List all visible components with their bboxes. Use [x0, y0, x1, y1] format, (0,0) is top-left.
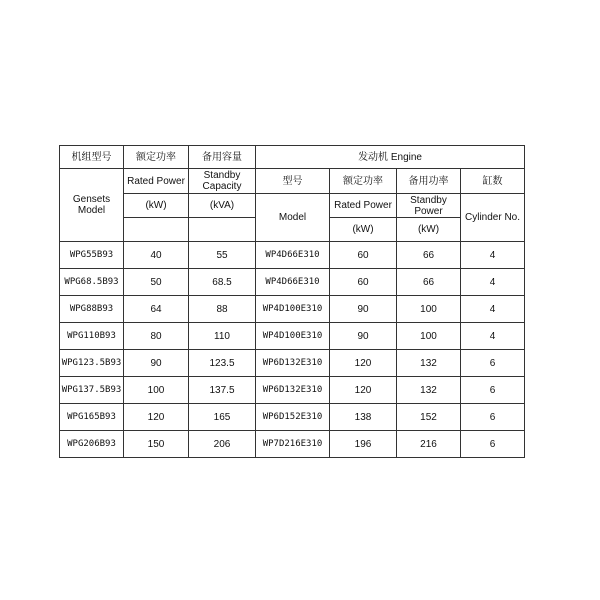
cell-engine-standby-power: 152 — [397, 404, 461, 431]
cell-genset-model: WPG137.5B93 — [60, 377, 124, 404]
cell-engine-standby-power: 216 — [397, 431, 461, 458]
cell-standby-capacity: 55 — [189, 242, 256, 269]
cell-engine-rated-power: 90 — [330, 323, 397, 350]
cell-genset-model: WPG110B93 — [60, 323, 124, 350]
cell-cylinder-no: 6 — [461, 377, 525, 404]
header-engine-standby-zh: 备用功率 — [397, 169, 461, 194]
header-standby-capacity: Standby Capacity — [189, 169, 256, 194]
table-row — [60, 269, 525, 296]
cell-standby-capacity: 123.5 — [189, 350, 256, 377]
cell-standby-capacity: 110 — [189, 323, 256, 350]
cell-cylinder-no: 4 — [461, 242, 525, 269]
table-row — [60, 431, 525, 458]
header-rated-power: Rated Power — [124, 169, 189, 194]
header-cylinder-no: Cylinder No. — [461, 194, 525, 242]
cell-rated-power: 50 — [124, 269, 189, 296]
cell-engine-model: WP4D100E310 — [256, 296, 330, 323]
cell-engine-standby-power: 100 — [397, 296, 461, 323]
cell-rated-power: 40 — [124, 242, 189, 269]
cell-engine-model: WP6D132E310 — [256, 377, 330, 404]
genset-spec-table — [59, 145, 525, 458]
cell-engine-model: WP4D100E310 — [256, 323, 330, 350]
header-empty-1 — [124, 218, 189, 242]
cell-rated-power: 80 — [124, 323, 189, 350]
table-row — [60, 296, 525, 323]
header-engine-title: 发动机 Engine — [256, 146, 525, 169]
cell-engine-model: WP7D216E310 — [256, 431, 330, 458]
cell-rated-power: 100 — [124, 377, 189, 404]
cell-cylinder-no: 6 — [461, 431, 525, 458]
cell-cylinder-no: 4 — [461, 323, 525, 350]
header-rated-zh: 额定功率 — [124, 146, 189, 169]
table-row — [60, 350, 525, 377]
header-engine-model: Model — [256, 194, 330, 242]
cell-cylinder-no: 4 — [461, 296, 525, 323]
cell-engine-standby-power: 66 — [397, 269, 461, 296]
cell-engine-rated-power: 120 — [330, 350, 397, 377]
header-cylinder-zh: 缸数 — [461, 169, 525, 194]
cell-standby-capacity: 206 — [189, 431, 256, 458]
cell-standby-capacity: 88 — [189, 296, 256, 323]
header-engine-model-zh: 型号 — [256, 169, 330, 194]
header-row-units — [60, 194, 525, 218]
header-engine-unit-kw: (kW) — [330, 218, 397, 242]
cell-engine-model: WP6D152E310 — [256, 404, 330, 431]
header-engine-unit-kw2: (kW) — [397, 218, 461, 242]
cell-engine-model: WP6D132E310 — [256, 350, 330, 377]
table-row — [60, 404, 525, 431]
cell-engine-rated-power: 60 — [330, 242, 397, 269]
cell-standby-capacity: 165 — [189, 404, 256, 431]
header-model-zh: 机组型号 — [60, 146, 124, 169]
cell-genset-model: WPG88B93 — [60, 296, 124, 323]
header-empty-2 — [189, 218, 256, 242]
cell-cylinder-no: 6 — [461, 350, 525, 377]
header-row-chinese — [60, 146, 525, 169]
header-unit-kw: (kW) — [124, 194, 189, 218]
cell-engine-rated-power: 120 — [330, 377, 397, 404]
header-gensets-model: Gensets Model — [60, 169, 124, 242]
cell-genset-model: WPG68.5B93 — [60, 269, 124, 296]
cell-engine-standby-power: 100 — [397, 323, 461, 350]
table-row — [60, 323, 525, 350]
cell-genset-model: WPG165B93 — [60, 404, 124, 431]
cell-engine-standby-power: 66 — [397, 242, 461, 269]
header-engine-rated-zh: 额定功率 — [330, 169, 397, 194]
cell-engine-model: WP4D66E310 — [256, 242, 330, 269]
cell-cylinder-no: 6 — [461, 404, 525, 431]
cell-genset-model: WPG55B93 — [60, 242, 124, 269]
cell-rated-power: 120 — [124, 404, 189, 431]
header-row-english — [60, 169, 525, 194]
cell-engine-standby-power: 132 — [397, 350, 461, 377]
cell-engine-rated-power: 138 — [330, 404, 397, 431]
header-unit-kva: (kVA) — [189, 194, 256, 218]
cell-genset-model: WPG123.5B93 — [60, 350, 124, 377]
cell-engine-rated-power: 60 — [330, 269, 397, 296]
cell-standby-capacity: 68.5 — [189, 269, 256, 296]
cell-engine-rated-power: 90 — [330, 296, 397, 323]
table-row — [60, 242, 525, 269]
cell-cylinder-no: 4 — [461, 269, 525, 296]
header-standby-zh: 备用容量 — [189, 146, 256, 169]
header-engine-rated-power: Rated Power — [330, 194, 397, 218]
cell-engine-rated-power: 196 — [330, 431, 397, 458]
cell-rated-power: 90 — [124, 350, 189, 377]
cell-rated-power: 64 — [124, 296, 189, 323]
cell-rated-power: 150 — [124, 431, 189, 458]
cell-engine-standby-power: 132 — [397, 377, 461, 404]
table-row — [60, 377, 525, 404]
header-engine-standby-power: Standby Power — [397, 194, 461, 218]
cell-genset-model: WPG206B93 — [60, 431, 124, 458]
cell-engine-model: WP4D66E310 — [256, 269, 330, 296]
cell-standby-capacity: 137.5 — [189, 377, 256, 404]
